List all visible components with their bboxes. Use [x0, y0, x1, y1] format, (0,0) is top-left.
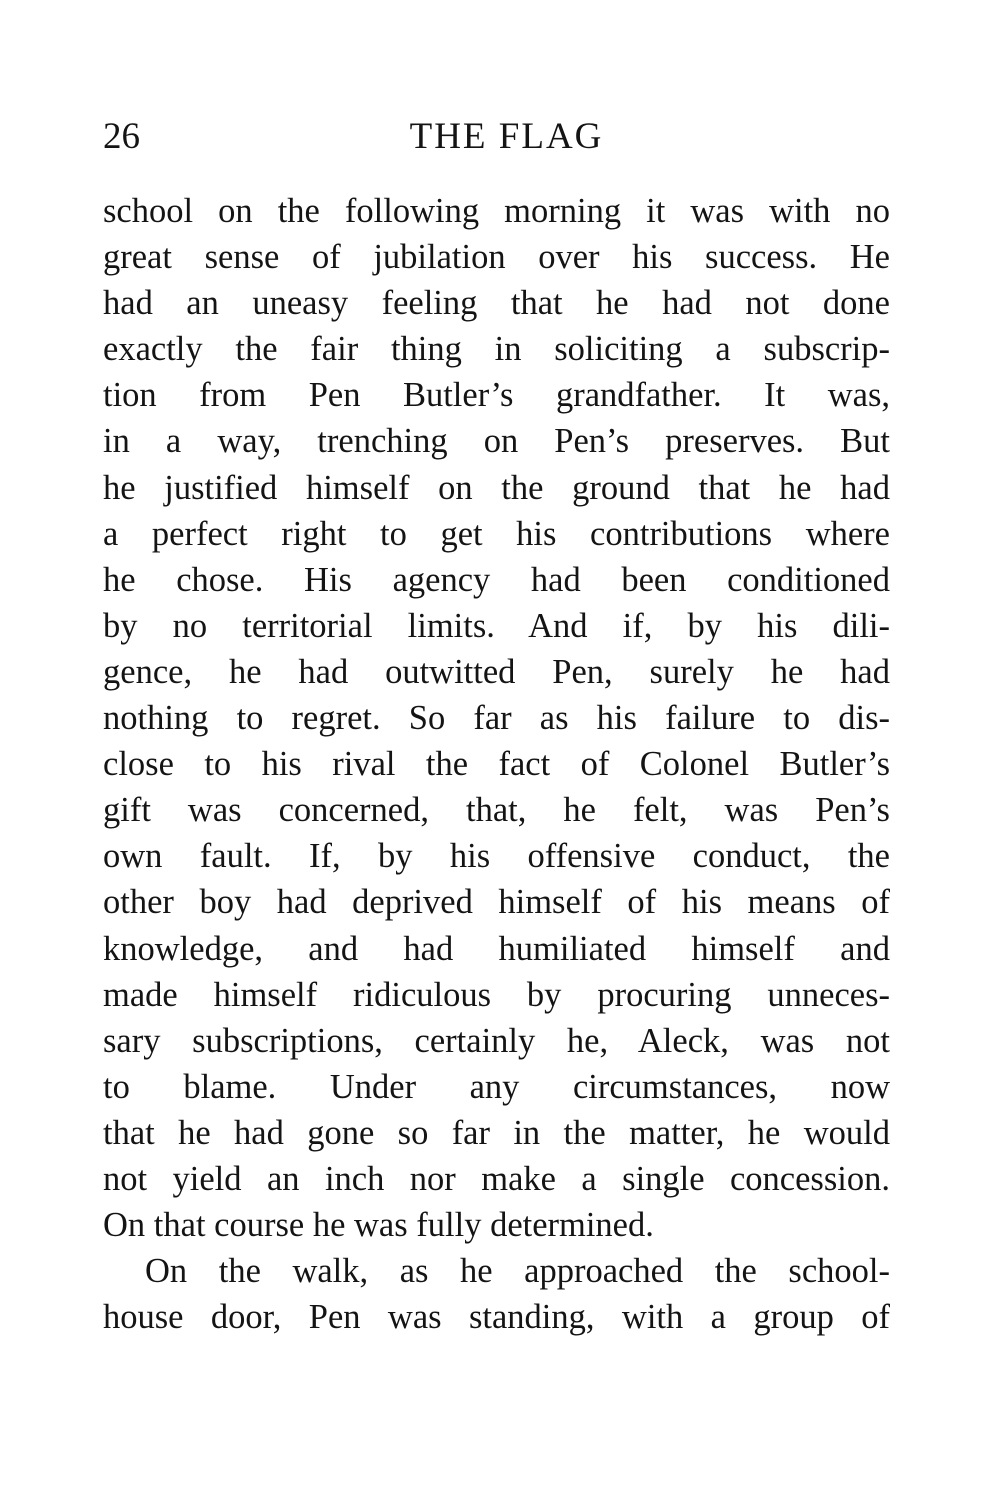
text-line: house door, Pen was standing, with a group of — [103, 1298, 890, 1337]
text-line: not yield an inch nor make a single concession. — [103, 1159, 890, 1198]
text-line: gift was concerned, that, he felt, was Pen’s — [103, 791, 890, 830]
text-line: exactly the fair thing in soliciting a subscrip- — [103, 330, 890, 369]
text-line: he justified himself on the ground that he had — [103, 468, 890, 507]
text-line: had an uneasy feeling that he had not done — [103, 284, 890, 323]
text-line: in a way, trenching on Pen’s preserves. But — [103, 422, 890, 461]
text-line: a perfect right to get his contributions where — [103, 514, 890, 553]
text-line: school on the following morning it was with no — [103, 192, 890, 230]
body-text — [103, 188, 890, 1340]
text-line: own fault. If, by his offensive conduct, the — [103, 837, 890, 876]
text-line: close to his rival the fact of Colonel Butler’s — [103, 745, 890, 784]
text-line: made himself ridiculous by procuring unneces- — [103, 975, 890, 1014]
text-line: to blame. Under any circumstances, now — [103, 1067, 890, 1106]
text-line: by no territorial limits. And if, by his dili- — [103, 606, 890, 645]
text-line: knowledge, and had humiliated himself and — [103, 929, 890, 968]
text-line: On the walk, as he approached the school- — [145, 1252, 890, 1291]
text-line: other boy had deprived himself of his means of — [103, 883, 890, 922]
book-title: THE FLAG — [409, 116, 604, 157]
text-line: tion from Pen Butler’s grandfather. It was, — [103, 376, 890, 415]
text-line: nothing to regret. So far as his failure to dis- — [103, 699, 890, 738]
text-line: that he had gone so far in the matter, he would — [103, 1113, 890, 1152]
text-line: On that course he was fully determined. — [103, 1206, 654, 1245]
text-line: sary subscriptions, certainly he, Aleck, was not — [103, 1021, 890, 1060]
text-line: great sense of jubilation over his success. He — [103, 238, 890, 277]
page-number: 26 — [103, 116, 140, 157]
running-head — [103, 112, 890, 162]
text-line: he chose. His agency had been conditioned — [103, 560, 890, 599]
text-line: gence, he had outwitted Pen, surely he had — [103, 652, 890, 691]
